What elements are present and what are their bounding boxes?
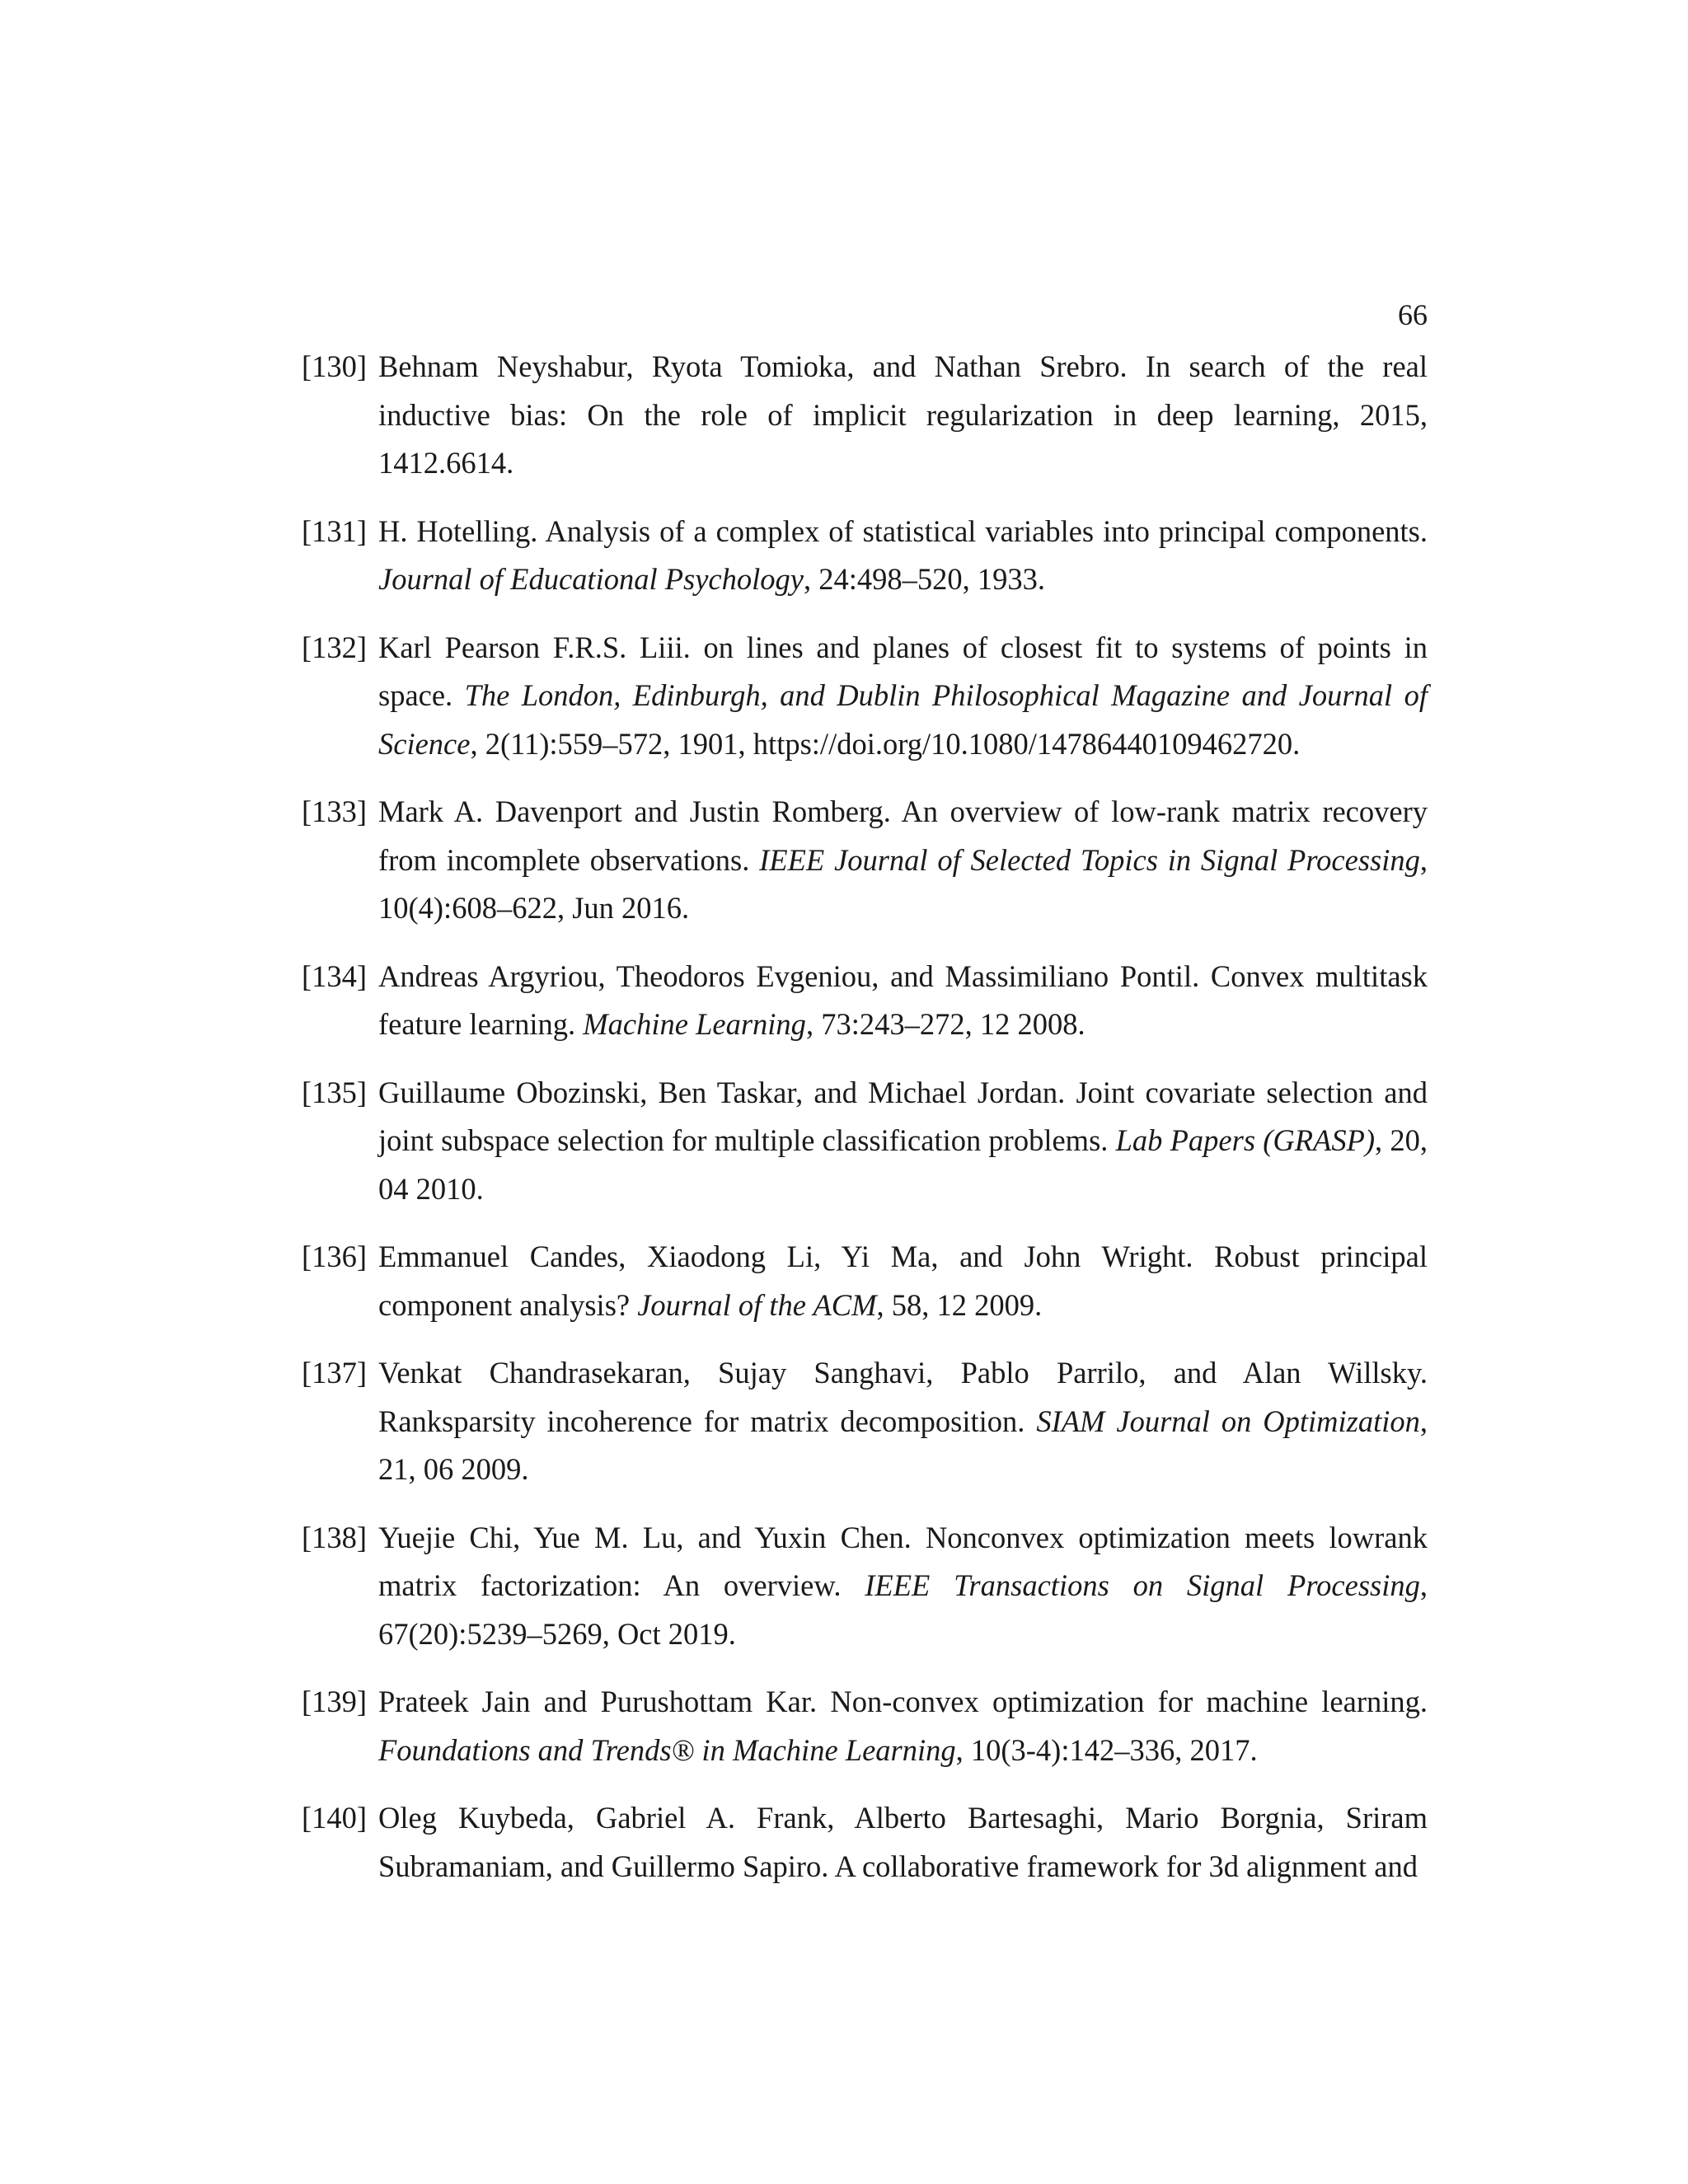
reference-text xyxy=(378,959,1428,1042)
reference-item xyxy=(302,953,1428,1049)
reference-body: H. Hotelling. Analysis of a complex of statistical variables into principal components. xyxy=(378,513,1428,548)
reference-body: Mark A. Davenport and Justin Romberg. An overview of low-rank matrix recovery from incomplete observations. xyxy=(378,794,1428,877)
reference-item xyxy=(302,1349,1428,1494)
reference-text xyxy=(378,1240,1428,1322)
reference-text xyxy=(378,630,1428,761)
reference-venue: Journal of Educational Psychology xyxy=(378,562,804,596)
reference-item xyxy=(302,1678,1428,1774)
reference-venue: Foundations and Trends® in Machine Learning xyxy=(378,1732,956,1767)
reference-details: , 67(20):5239–5269, Oct 2019. xyxy=(378,1568,1428,1651)
reference-text xyxy=(378,1685,1428,1767)
reference-number: [135] xyxy=(302,1075,368,1109)
reference-number: [140] xyxy=(302,1801,368,1835)
reference-body: Prateek Jain and Purushottam Kar. Non-convex optimization for machine learning. xyxy=(378,1685,1428,1718)
reference-item xyxy=(302,1794,1428,1891)
reference-text xyxy=(378,1801,1428,1883)
reference-body: Venkat Chandrasekaran, Sujay Sanghavi, Pablo Parrilo, and Alan Willsky. Ranksparsity incoherence for matrix decomposition. xyxy=(378,1356,1428,1438)
reference-list xyxy=(302,343,1428,1910)
reference-details: , 10(4):608–622, Jun 2016. xyxy=(378,842,1428,925)
reference-number: [133] xyxy=(302,794,368,828)
reference-item xyxy=(302,788,1428,933)
reference-body: Behnam Neyshabur, Ryota Tomioka, and Nathan Srebro. In search of the real inductive bias: On the role of implicit regularization in deep learning, 2015, 1412.6614. xyxy=(378,349,1428,480)
reference-text xyxy=(378,1356,1428,1486)
reference-item xyxy=(302,508,1428,604)
reference-number: [134] xyxy=(302,958,368,993)
reference-text xyxy=(378,514,1428,597)
reference-body: Emmanuel Candes, Xiaodong Li, Yi Ma, and John Wright. Robust principal component analysis? xyxy=(378,1240,1428,1322)
reference-details: , 2(11):559–572, 1901, https://doi.org/10.1080/14786440109462720. xyxy=(470,726,1301,761)
reference-details: , 21, 06 2009. xyxy=(378,1404,1428,1486)
reference-item xyxy=(302,1233,1428,1329)
reference-number: [139] xyxy=(302,1685,368,1718)
reference-venue: IEEE Journal of Selected Topics in Signal Processing xyxy=(759,842,1420,877)
reference-venue: Journal of the ACM xyxy=(637,1287,877,1322)
reference-details: , 58, 12 2009. xyxy=(876,1287,1043,1322)
reference-details: , 73:243–272, 12 2008. xyxy=(805,1007,1085,1041)
reference-venue: IEEE Transactions on Signal Processing xyxy=(865,1568,1420,1602)
reference-body: Oleg Kuybeda, Gabriel A. Frank, Alberto Bartesaghi, Mario Borgnia, Sriram Subramaniam, and Guillermo Sapiro. A collaborative framework for 3d alignment and xyxy=(378,1801,1428,1883)
reference-number: [136] xyxy=(302,1240,368,1273)
reference-item xyxy=(302,1069,1428,1214)
reference-venue: Lab Papers (GRASP) xyxy=(1115,1123,1376,1157)
reference-venue: SIAM Journal on Optimization xyxy=(1036,1404,1420,1438)
reference-number: [138] xyxy=(302,1520,368,1554)
reference-number: [131] xyxy=(302,513,368,548)
reference-body: Andreas Argyriou, Theodoros Evgeniou, and Massimiliano Pontil. Convex multitask feature learning. xyxy=(378,958,1428,1041)
reference-item xyxy=(302,343,1428,488)
reference-text xyxy=(378,794,1428,925)
reference-body: Guillaume Obozinski, Ben Taskar, and Michael Jordan. Joint covariate selection and joint subspace selection for multiple classification problems. xyxy=(378,1075,1428,1157)
reference-details: , 20, 04 2010. xyxy=(378,1123,1428,1206)
reference-number: [137] xyxy=(302,1356,368,1390)
reference-number: [130] xyxy=(302,349,368,383)
reference-item xyxy=(302,624,1428,769)
reference-text xyxy=(378,349,1428,480)
page-number: 66 xyxy=(1398,298,1428,331)
reference-item xyxy=(302,1514,1428,1659)
reference-venue: Machine Learning xyxy=(583,1007,806,1041)
reference-text xyxy=(378,1076,1428,1206)
reference-body: Karl Pearson F.R.S. Liii. on lines and planes of closest fit to systems of points in space. xyxy=(378,630,1428,712)
reference-venue: The London, Edinburgh, and Dublin Philosophical Magazine and Journal of Science xyxy=(378,678,1428,761)
reference-number: [132] xyxy=(302,630,368,664)
reference-text xyxy=(378,1521,1428,1651)
reference-body: Yuejie Chi, Yue M. Lu, and Yuxin Chen. Nonconvex optimization meets lowrank matrix factorization: An overview. xyxy=(378,1520,1428,1602)
reference-details: , 24:498–520, 1933. xyxy=(803,562,1046,596)
reference-details: , 10(3-4):142–336, 2017. xyxy=(955,1732,1258,1767)
